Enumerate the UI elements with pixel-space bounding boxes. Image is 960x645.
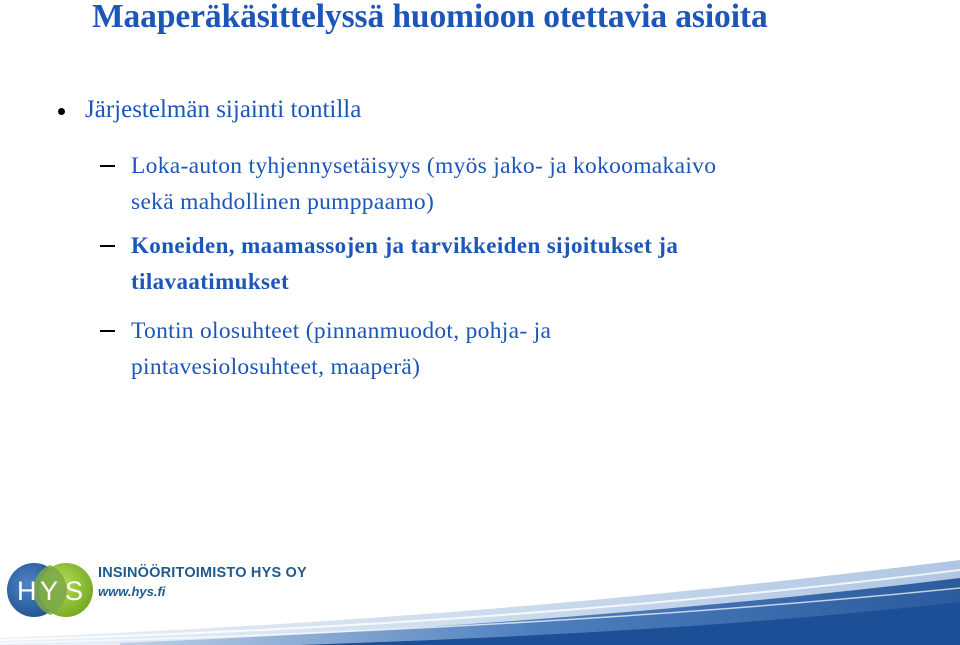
- sub-bullet-2: [100, 228, 678, 300]
- dash-marker: [100, 330, 115, 332]
- slide-title: Maaperäkäsittelyssä huomioon otettavia asioita: [92, 0, 768, 35]
- sub-bullet-3-line-1: Tontin olosuhteet (pinnanmuodot, pohja- ja: [131, 318, 552, 344]
- sub-bullet-1-line-1: Loka-auton tyhjennysetäisyys (myös jako- ja kokoomakaivo: [131, 153, 717, 179]
- bullet-text: Järjestelmän sijainti tontilla: [85, 96, 362, 123]
- dash-marker: [100, 245, 115, 247]
- company-url: www.hys.fi: [98, 584, 166, 599]
- sub-bullet-2-line-1: Koneiden, maamassojen ja tarvikkeiden sijoitukset ja: [131, 233, 679, 258]
- sub-bullet-2-line-2: tilavaatimukset: [131, 269, 290, 294]
- sub-bullet-3: [100, 313, 551, 385]
- bullet-item: [58, 96, 361, 124]
- logo-letter-y: Y: [40, 576, 59, 606]
- hys-logo: [4, 544, 96, 636]
- dash-marker: [100, 165, 115, 167]
- company-name: INSINÖÖRITOIMISTO HYS OY: [98, 565, 307, 581]
- logo-letter-h: H: [17, 576, 37, 606]
- sub-bullet-3-line-2: pintavesiolosuhteet, maaperä): [131, 354, 421, 380]
- sub-bullet-1: [100, 148, 716, 220]
- sub-bullet-1-line-2: sekä mahdollinen pumppaamo): [131, 189, 435, 215]
- logo-letter-s: S: [65, 576, 84, 606]
- bullet-dot: [58, 108, 65, 115]
